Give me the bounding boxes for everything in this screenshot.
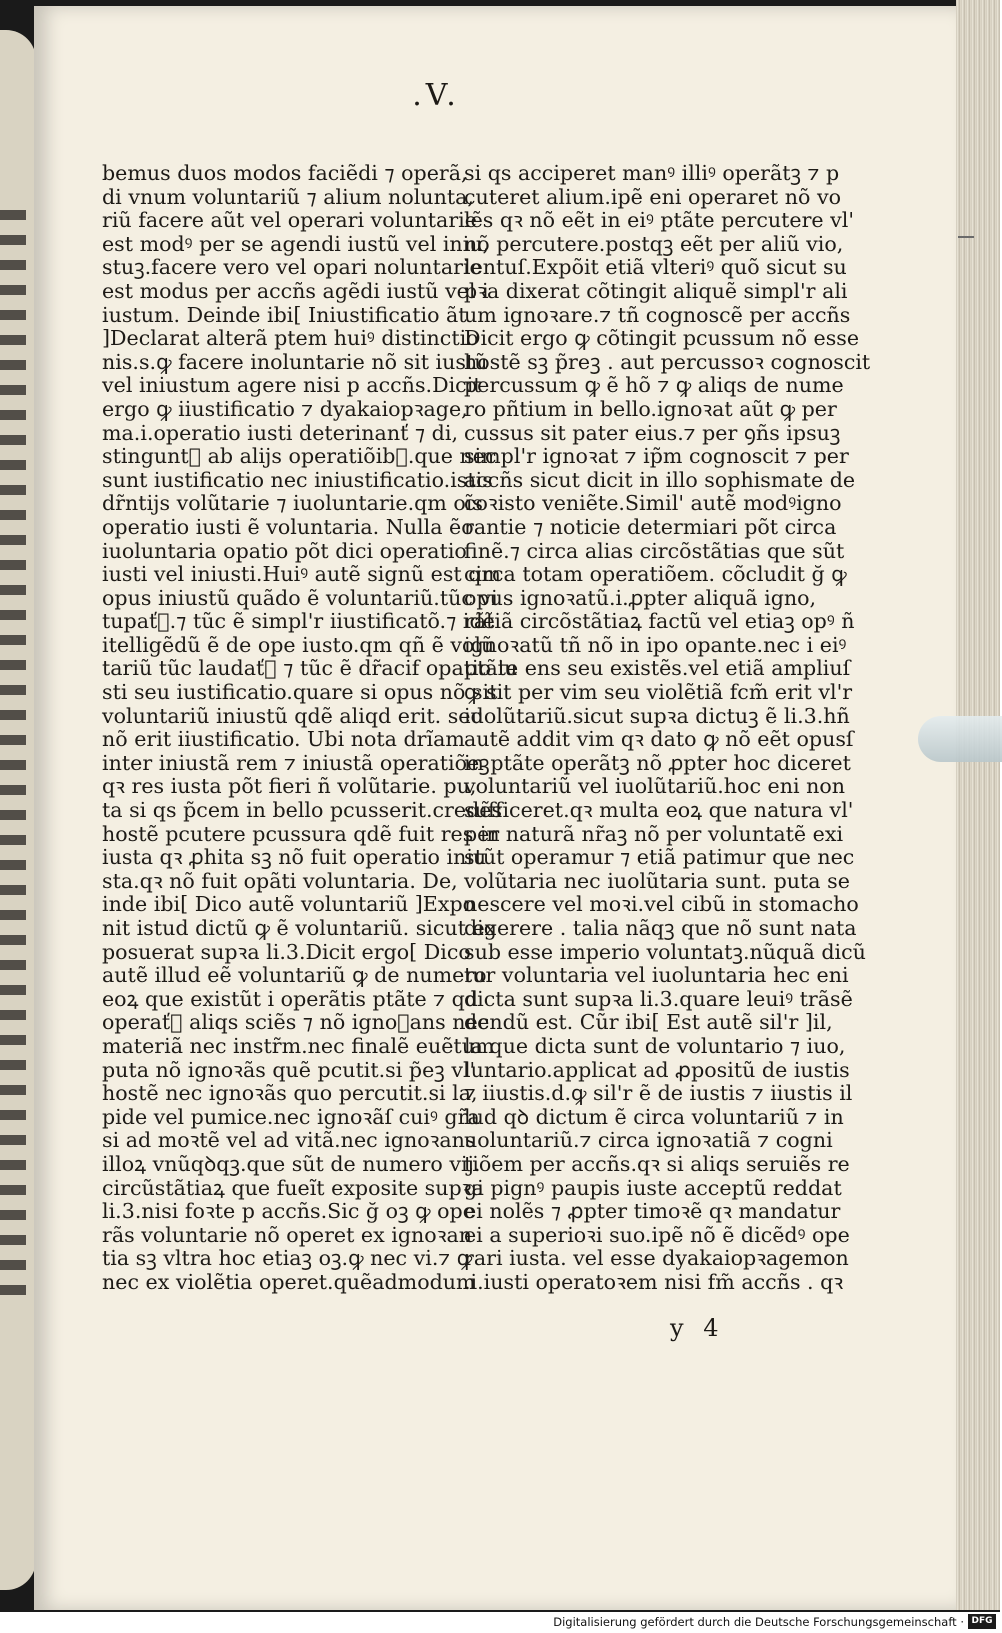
text-line: ptãte ens seu existẽs.vel etiã ampliuſ — [464, 656, 851, 681]
text-line: lẽs qꝛ nõ eẽt in eiꝰ ptãte percutere vl' — [464, 208, 855, 233]
text-line: tupaťᷓ.⁊ tũc ẽ simpl'r iiustificatõ.⁊ idẽ — [102, 609, 495, 634]
text-line: volũtaria nec iuolũtaria sunt. puta se — [464, 868, 850, 893]
text-line: opus ignoꝛatũ.i.ꝓpter aliquã igno, — [464, 585, 817, 610]
footer-bar — [0, 1612, 1000, 1633]
text-line: rãtiã circõstãtiaꝝ factũ vel etiaꝫ opꝰ ñ — [464, 609, 855, 634]
text-line: illoꝝ vnũqꝺqꝫ.que sũt de numero vij. — [102, 1151, 481, 1176]
text-line: circũstãtiaꝝ que fueĩt exposite supꝛa — [102, 1175, 484, 1200]
text-line: iusti vel iniusti.Huiꝰ autẽ signũ est qm — [102, 562, 501, 587]
text-line: voluntariũ iniustũ qdẽ aliqd erit. sed — [102, 703, 484, 728]
text-line: iuolũtariũ.sicut supꝛa dictuꝫ ẽ li.3.hñ — [464, 703, 850, 728]
text-line: accñs sicut dicit in illo sophismate de — [464, 467, 856, 492]
right-column — [464, 161, 871, 1295]
text-line: stinguntᷓ ab alijs operatiõibꝰ.que nec — [102, 444, 497, 469]
text-line: opus iniustũ quãdo ẽ voluntariũ.tũc vi — [102, 585, 498, 610]
text-line: .i.iusti operatoꝛem nisi fm̃ accñs . qꝛ — [464, 1269, 844, 1294]
dfg-logo: DFG — [968, 1614, 996, 1629]
text-line: tur voluntaria vel iuoluntaria hec eni — [464, 963, 849, 988]
text-line: coꝛisto veniẽte.Simil' autẽ modꝰigno — [464, 491, 842, 516]
text-line: pꝛa dixerat cõtingit aliquẽ simpl'r ali — [464, 278, 848, 303]
text-line: sta.qꝛ nõ fuit opãti voluntaria. De, — [102, 868, 458, 893]
text-line: hostẽ pcutere pcussura qdẽ fuit res in — [102, 821, 500, 846]
text-line: in ptãte operãtꝫ nõ ꝓpter hoc diceret — [464, 750, 851, 775]
text-line: ignoꝛatũ tñ nõ in ipo opante.nec i eiꝰ — [464, 632, 847, 657]
text-line: nõ erit iiustificatio. Ubi nota drĩam — [102, 727, 465, 752]
text-line: pide vel pumice.nec ignoꝛãſ cuiꝰ gr̃a — [102, 1104, 480, 1129]
text-line: sufficeret.qꝛ multa eoꝝ que natura vl' — [464, 798, 854, 823]
text-line: tiõem per accñs.qꝛ si aliqs seruiẽs re — [464, 1151, 850, 1176]
text-line: percussum ꝙ ẽ hõ ⁊ ꝙ aliqs de nume — [464, 373, 844, 398]
text-line: stũt operamur ⁊ etiã patimur que nec — [464, 845, 855, 870]
text-line: lud qꝺ dictum ẽ circa voluntariũ ⁊ in — [464, 1104, 844, 1129]
text-line: ei a superioꝛi suo.ipẽ nõ ẽ dicẽdꝰ ope — [464, 1222, 850, 1247]
text-line: stuꝫ.facere vero vel opari noluntarie — [102, 255, 482, 280]
text-line: dicta sunt supꝛa li.3.quare leuiꝰ trãsẽ — [464, 986, 853, 1011]
text-line: posuerat supꝛa li.3.Dicit ergo[ Dico — [102, 939, 471, 964]
text-line: qꝛ res iusta põt fieri ñ volũtarie. pu, — [102, 774, 477, 799]
text-line: ro pñtium in bello.ignoꝛat aũt ꝙ per — [464, 396, 837, 421]
text-line: operatio iusti ẽ voluntaria. Nulla ẽo — [102, 514, 474, 539]
text-line: per naturã nr̃aꝫ nõ per voluntatẽ exi — [464, 821, 844, 846]
text-line: inde ibi[ Dico autẽ voluntariũ ]Expo — [102, 892, 476, 917]
text-line: tia sꝫ vltra hoc etiaꝫ oꝫ.ꝙ nec vi.⁊ ꝙ — [102, 1246, 473, 1271]
text-line: um ignoꝛare.⁊ tñ cognoscẽ per accñs — [464, 302, 851, 327]
text-line: rari iusta. vel esse dyakaiopꝛagemon — [464, 1246, 849, 1271]
text-line: dr̃ntijs volũtarie ⁊ iuoluntarie.qm oĩs — [102, 491, 483, 516]
text-line: ei nolẽs ⁊ ꝓpter timoꝛẽ qꝛ mandatur — [464, 1199, 841, 1224]
text-line: tariũ tũc laudaťᷓ ⁊ tũc ẽ dr̃acif opatio iu — [102, 656, 518, 681]
facing-page-text-bleed — [0, 210, 26, 1310]
text-line: inter iniustã rem ⁊ iniustã operatiõeꝫ — [102, 750, 490, 775]
text-line: voluntariũ vel iuolũtariũ.hoc eni non — [464, 774, 846, 799]
text-line: cuteret alium.ipẽ eni operaret nõ vo — [464, 184, 841, 209]
funding-notice: Digitalisierung gefördert durch die Deutsche Forschungsgemeinschaft · — [553, 1615, 964, 1629]
text-line: digerere . talia nãqꝫ que nõ sunt nata — [464, 916, 857, 940]
text-line: hostẽ sꝫ p̃reꝫ . aut percussoꝛ cognoscit — [464, 349, 871, 374]
text-line: si ad moꝛtẽ vel ad vitã.nec ignoꝛans — [102, 1128, 476, 1153]
facing-page-edge — [0, 30, 36, 1590]
text-line: ma.i.operatio iusti deterinanť ⁊ di, — [102, 420, 458, 445]
text-line: sti seu iustificatio.quare si opus nõ sit — [102, 680, 498, 705]
text-line: eoꝝ que existũt i operãtis ptãte ⁊ qd — [102, 986, 478, 1011]
text-line: riũ facere aũt vel operari voluntarie — [102, 208, 477, 233]
text-line: ]Declarat alterã ptem huiꝰ distinctio — [102, 326, 479, 351]
text-line: iuoluntaria opatio põt dici operatio — [102, 538, 467, 563]
left-column — [102, 161, 518, 1295]
text-line: autẽ addit vim qꝛ dato ꝙ nõ eẽt opusſ — [464, 727, 854, 752]
text-line: rãs voluntarie nõ operet ex ignoꝛan — [102, 1222, 473, 1247]
text-line: ta si qs p̃cem in bello pcusserit.credẽs — [102, 798, 503, 823]
text-line: nõ percutere.postqꝫ eẽt per aliũ vio, — [464, 231, 844, 256]
text-line: Dicit ergo ꝙ cõtingit pcussum nõ esse — [464, 326, 860, 351]
text-line: vel iniustum agere nisi p accñs.Dicit — [102, 373, 482, 398]
text-line: nec ex violẽtia operet.quẽadmodum — [102, 1269, 476, 1294]
text-line: ⁊ iiustis.d.ꝙ sil'r ẽ de iustis ⁊ iiustis il — [464, 1081, 853, 1106]
text-line: ꝙ sit per vim seu violẽtiã fcm̃ erit vl'r — [464, 680, 853, 705]
text-line: nit istud dictũ ꝙ ẽ voluntariũ. sicut ex — [102, 916, 497, 940]
text-line: operaťᷓ aliqs sciẽs ⁊ nõ ignoꝛans nec — [102, 1010, 490, 1035]
text-line: circa totam operatiõem. cõcludit ğ ꝙ — [464, 562, 847, 587]
text-line: finẽ.⁊ circa alias circõstãtias que sũt — [464, 538, 845, 563]
text-line: dendũ est. Cũr ibi[ Est autẽ sil'r ]il, — [464, 1010, 833, 1035]
text-line: nescere vel moꝛi.vel cibũ in stomacho — [464, 892, 859, 917]
text-line: lentuſ.Expõit etiã vlteriꝰ quõ sicut su — [464, 255, 847, 280]
text-line: puta nõ ignoꝛãs quẽ pcutit.si p̃eꝫ vl' — [102, 1057, 476, 1082]
text-line: si qs acciperet manꝰ illiꝰ operãtꝫ ⁊ p — [464, 161, 840, 185]
text-line: di vnum voluntariũ ⁊ alium nolunta, — [102, 184, 474, 209]
text-line: iusta qꝛ ꝓhita sꝫ nõ fuit operatio iniu — [102, 845, 487, 870]
text-line: li.3.nisi foꝛte p accñs.Sic ğ oꝫ ꝙ ope — [102, 1199, 475, 1224]
text-line: nis.s.ꝙ facere inoluntarie nõ sit iustũ — [102, 349, 488, 374]
text-line: autẽ illud eẽ voluntariũ ꝙ de numero — [102, 963, 487, 988]
text-line: rantie ⁊ noticie determiari põt circa — [464, 514, 837, 539]
text-line: luntario.applicat ad ꝓpositũ de iustis — [464, 1057, 850, 1082]
text-line: itelligẽdũ ẽ de ope iusto.qm qñ ẽ volũ — [102, 632, 495, 657]
page-stack-edge — [956, 0, 1000, 1610]
bookmark-clip — [918, 716, 1002, 762]
margin-mark — [958, 236, 974, 238]
text-line: sunt iustificatio nec iniustificatio.istis — [102, 467, 493, 492]
text-line: uoluntariũ.⁊ circa ignoꝛatiã ⁊ cogni — [464, 1128, 833, 1153]
folio-number: .V. — [412, 78, 460, 113]
text-line: la que dicta sunt de voluntario ⁊ iuo, — [464, 1033, 846, 1058]
text-line: gi pignꝰ paupis iuste acceptũ reddat — [464, 1175, 842, 1200]
text-line: iustum. Deinde ibi[ Iniustificatio ãt — [102, 302, 467, 327]
book-page — [34, 6, 956, 1610]
text-line: ergo ꝙ iiustificatio ⁊ dyakaiopꝛage, — [102, 396, 468, 421]
text-line: bemus duos modos faciẽdi ⁊ operã, — [102, 161, 468, 185]
signature-mark: y 4 — [670, 1314, 725, 1342]
text-line: cussus sit pater eius.⁊ per ꝯñs ipsuꝫ — [464, 420, 841, 445]
text-line: sub esse imperio voluntatꝫ.nũquã dicũ — [464, 939, 866, 964]
text-line: est modus per accñs agẽdi iustũ vel i — [102, 278, 489, 303]
text-line: simpl'r ignoꝛat ⁊ ip̃m cognoscit ⁊ per — [464, 444, 849, 469]
text-line: materiã nec instr̃m.nec finalẽ euẽtum — [102, 1033, 495, 1058]
text-line: hostẽ nec ignoꝛãs quo percutit.si la, — [102, 1081, 478, 1106]
text-line: est modꝰ per se agendi iustũ vel iniu, — [102, 231, 490, 256]
